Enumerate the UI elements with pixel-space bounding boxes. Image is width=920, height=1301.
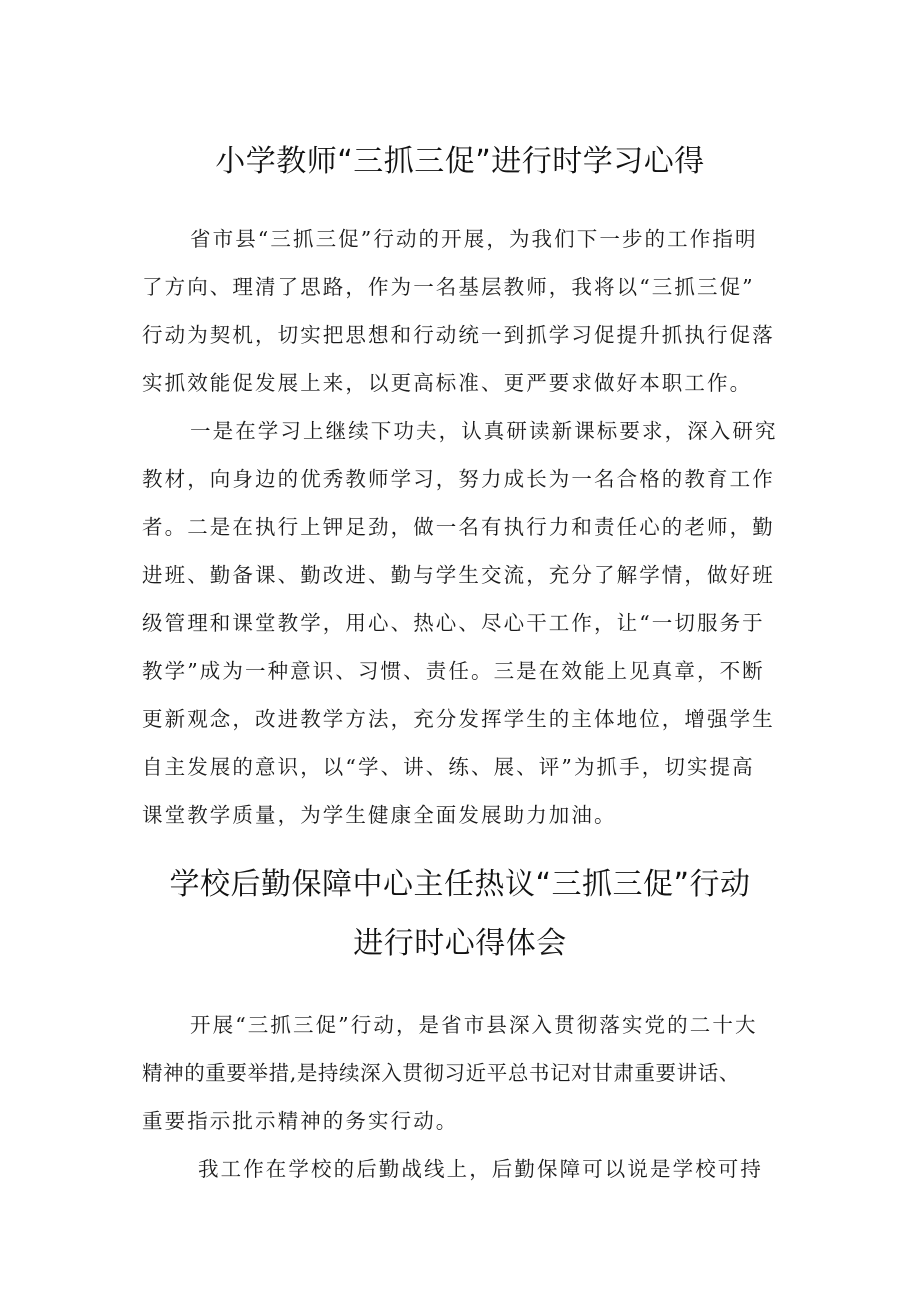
article1-line: 实抓效能促发展上来，以更高标准、更严要求做好本职工作。 — [142, 371, 753, 395]
article2-line: 精神的重要举措,是持续深入贯彻习近平总书记对甘肃重要讲话、 — [142, 1061, 740, 1085]
article1-line: 了方向、理清了思路，作为一名基层教师，我将以“三抓三促” — [142, 275, 755, 299]
article1-title: 小学教师“三抓三促”进行时学习心得 — [215, 144, 705, 179]
article2-line: 开展“三抓三促”行动，是省市县深入贯彻落实党的二十大 — [190, 1013, 758, 1037]
article2-line: 我工作在学校的后勤战线上，后勤保障可以说是学校可持 — [198, 1157, 763, 1181]
article1-line: 一是在学习上继续下功夫，认真研读新课标要求，深入研究 — [190, 419, 778, 443]
article1-line: 省市县“三抓三促”行动的开展，为我们下一步的工作指明 — [190, 227, 758, 251]
article1-line: 行动为契机，切实把思想和行动统一到抓学习促提升抓执行促落 — [142, 323, 775, 347]
article2-title-line1: 学校后勤保障中心主任热议“三抓三促”行动 — [169, 867, 751, 902]
article1-line: 自主发展的意识，以“学、讲、练、展、评”为抓手，切实提高 — [142, 755, 755, 779]
article1-line: 教学”成为一种意识、习惯、责任。三是在效能上见真章，不断 — [142, 659, 765, 683]
article2-title-line2: 进行时心得体会 — [353, 926, 567, 961]
article1-line: 更新观念，改进教学方法，充分发挥学生的主体地位，增强学生 — [142, 707, 775, 731]
article1-line: 进班、勤备课、勤改进、勤与学生交流，充分了解学情，做好班 — [142, 563, 775, 587]
article1-line: 者。二是在执行上钾足劲，做一名有执行力和责任心的老师，勤 — [142, 515, 775, 539]
article2-line: 重要指示批示精神的务实行动。 — [142, 1109, 459, 1133]
article1-line: 教材，向身边的优秀教师学习，努力成长为一名合格的教育工作 — [142, 467, 775, 491]
article1-line: 课堂教学质量，为学生健康全面发展助力加油。 — [142, 803, 617, 827]
article1-line: 级管理和课堂教学，用心、热心、尽心干工作，让“一切服务于 — [142, 611, 765, 635]
